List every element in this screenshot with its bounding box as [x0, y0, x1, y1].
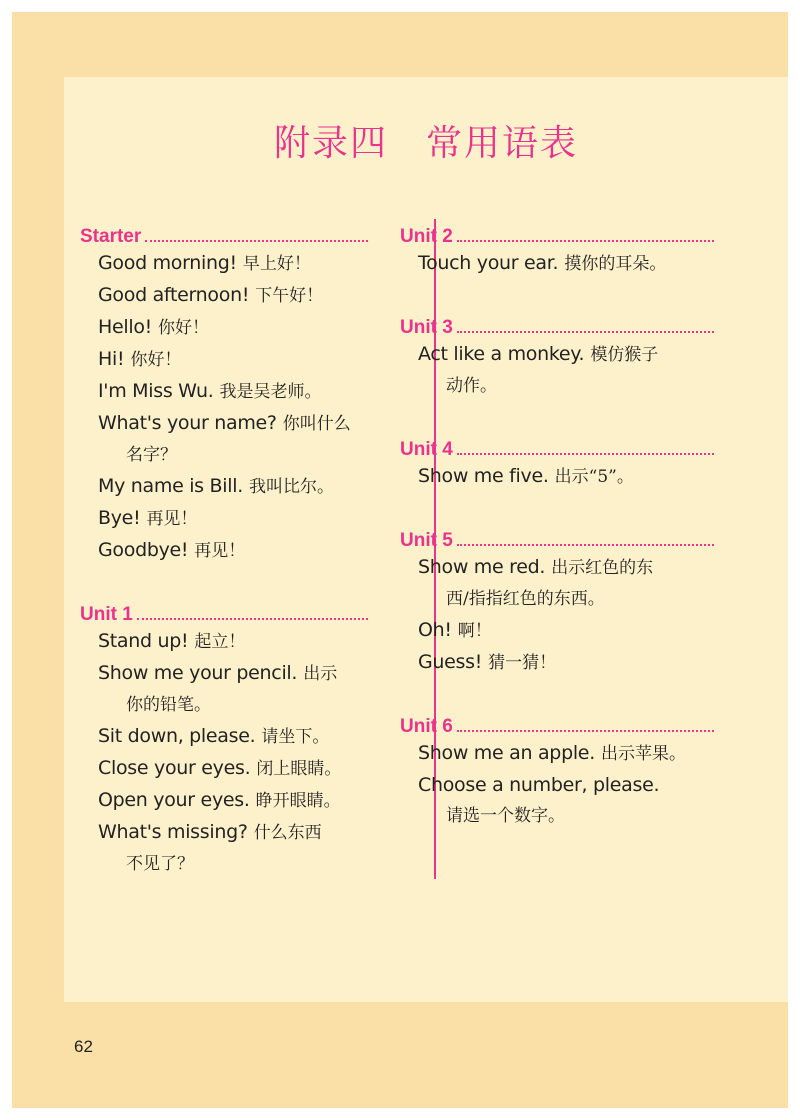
chinese-translation: 起立！	[194, 632, 246, 652]
chinese-translation: 出示苹果。	[601, 744, 686, 764]
content-panel	[64, 77, 788, 1002]
chinese-translation: 闭上眼睛。	[256, 759, 342, 779]
section-heading	[80, 217, 368, 248]
phrase-item	[98, 312, 368, 344]
phrase-item	[98, 248, 368, 280]
phrase-item	[418, 552, 714, 615]
phrase-item	[98, 753, 368, 785]
english-phrase: Sit down, please.	[98, 725, 256, 747]
dotted-leader	[457, 544, 714, 546]
phrase-item	[98, 535, 368, 567]
dotted-leader	[137, 618, 368, 620]
unit-label: Unit 2	[400, 226, 453, 247]
chinese-translation: 早上好！	[242, 254, 311, 274]
english-phrase: Touch your ear.	[418, 252, 559, 274]
phrase-item	[98, 626, 368, 658]
english-phrase: Bye!	[98, 507, 141, 529]
chinese-translation: 什么东西	[253, 823, 322, 843]
chinese-translation: 啊！	[457, 621, 492, 641]
phrase-item	[418, 461, 714, 493]
chinese-translation-continued: 西/指指红色的东西。	[446, 589, 605, 609]
chinese-translation-continued: 不见了？	[126, 854, 194, 874]
unit-label: Unit 3	[400, 317, 453, 338]
chinese-translation: 再见！	[146, 509, 198, 529]
chinese-translation: 出示	[303, 664, 338, 684]
english-phrase: Show me your pencil.	[98, 662, 298, 684]
phrase-item	[418, 615, 714, 647]
chinese-translation-continued: 你的铅笔。	[126, 695, 211, 715]
chinese-translation: 出示“5”。	[554, 467, 634, 487]
section-heading	[400, 217, 714, 248]
page-number: 62	[74, 1037, 93, 1056]
phrase-item	[418, 738, 714, 770]
english-phrase: What's missing?	[98, 821, 248, 843]
phrase-item	[98, 471, 368, 503]
section-unit-5	[400, 521, 714, 679]
english-phrase: Goodbye!	[98, 539, 189, 561]
english-phrase: Close your eyes.	[98, 757, 251, 779]
english-phrase: Hi!	[98, 348, 125, 370]
chinese-translation-continued: 请选一个数字。	[446, 806, 565, 826]
english-phrase: What's your name?	[98, 412, 277, 434]
english-phrase: Guess!	[418, 651, 483, 673]
chinese-translation: 你好！	[158, 318, 210, 338]
phrase-item	[98, 785, 368, 817]
section-heading	[400, 430, 714, 461]
chinese-translation: 模仿猴子	[590, 345, 659, 365]
phrase-item	[98, 408, 368, 471]
unit-label: Unit 4	[400, 439, 453, 460]
chinese-translation: 摸你的耳朵。	[564, 254, 667, 274]
chinese-translation-continued: 动作。	[446, 376, 497, 396]
section-heading	[400, 521, 714, 552]
phrase-item	[418, 647, 714, 679]
chinese-translation: 睁开眼睛。	[255, 791, 341, 811]
english-phrase: Stand up!	[98, 630, 189, 652]
chinese-translation-continued: 名字？	[126, 445, 177, 465]
chinese-translation: 再见！	[194, 541, 246, 561]
chinese-translation: 猜一猜！	[488, 653, 557, 673]
section-heading	[400, 707, 714, 738]
english-phrase: I'm Miss Wu.	[98, 380, 214, 402]
english-phrase: Act like a monkey.	[418, 343, 585, 365]
chinese-translation: 你好！	[130, 350, 182, 370]
section-heading	[400, 308, 714, 339]
chinese-translation: 我叫比尔。	[248, 477, 334, 497]
english-phrase: Show me red.	[418, 556, 546, 578]
english-phrase: My name is Bill.	[98, 475, 243, 497]
dotted-leader	[457, 453, 714, 455]
chinese-translation: 出示红色的东	[551, 558, 654, 578]
page	[12, 12, 788, 1108]
unit-label: Unit 6	[400, 716, 453, 737]
section-heading	[80, 595, 368, 626]
chinese-translation: 你叫什么	[282, 414, 351, 434]
page-title: 附录四 常用语表	[273, 123, 578, 164]
dotted-leader	[457, 730, 714, 732]
section-unit-4	[400, 430, 714, 493]
dotted-leader	[457, 240, 714, 242]
english-phrase: Show me an apple.	[418, 742, 595, 764]
unit-label: Unit 5	[400, 530, 453, 551]
english-phrase: Hello!	[98, 316, 152, 338]
left-column	[80, 217, 368, 908]
chinese-translation: 我是吴老师。	[219, 382, 322, 402]
section-unit-2	[400, 217, 714, 280]
right-column	[400, 217, 714, 860]
english-phrase: Open your eyes.	[98, 789, 250, 811]
dotted-leader	[457, 331, 714, 333]
chinese-translation: 请坐下。	[261, 727, 330, 747]
phrase-item	[418, 248, 714, 280]
phrase-item	[98, 503, 368, 535]
english-phrase: Show me five.	[418, 465, 549, 487]
section-unit-1	[80, 595, 368, 880]
phrase-item	[98, 817, 368, 880]
unit-label: Starter	[80, 226, 142, 247]
phrase-item	[418, 770, 714, 832]
dotted-leader	[145, 240, 368, 242]
english-phrase: Good afternoon!	[98, 284, 250, 306]
english-phrase: Choose a number, please.	[418, 774, 660, 796]
unit-label: Unit 1	[80, 604, 133, 625]
section-unit-6	[400, 707, 714, 832]
phrase-item	[98, 658, 368, 721]
phrase-item	[98, 721, 368, 753]
english-phrase: Oh!	[418, 619, 452, 641]
chinese-translation: 下午好！	[255, 286, 324, 306]
section-unit-3	[400, 308, 714, 402]
english-phrase: Good morning!	[98, 252, 237, 274]
phrase-item	[98, 376, 368, 408]
section-starter	[80, 217, 368, 567]
phrase-item	[98, 280, 368, 312]
phrase-item	[98, 344, 368, 376]
phrase-item	[418, 339, 714, 402]
